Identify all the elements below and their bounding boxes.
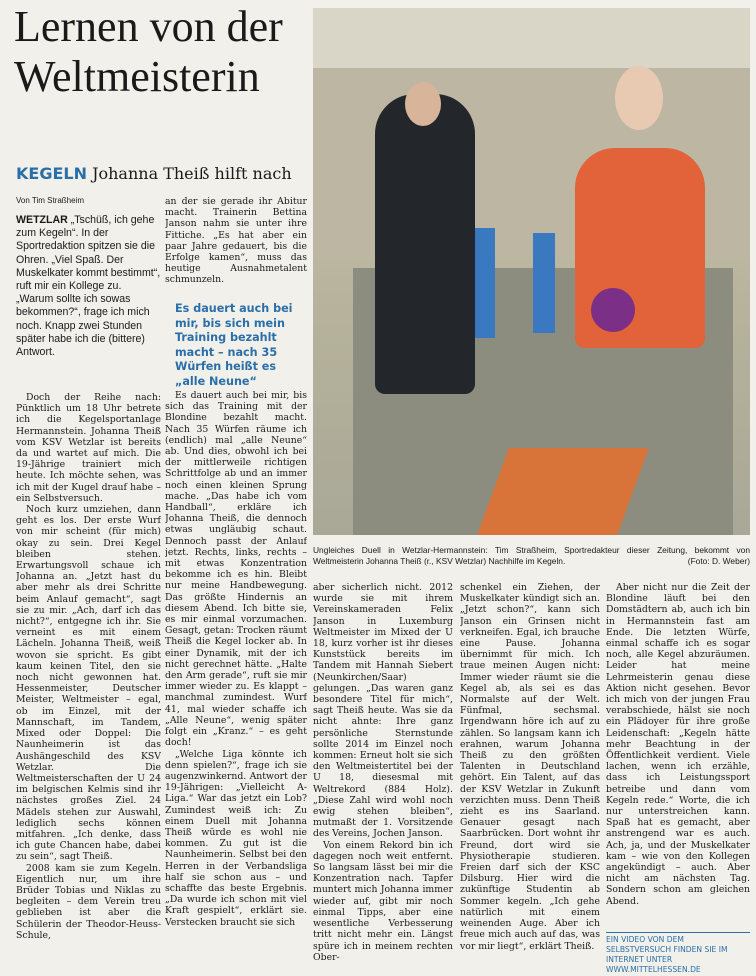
intro-text: „Tschüß, ich gehe zum Kegeln“. In der Sportredaktion spitzen sie die Ohren. „Viel Spaß. Der Muskelkater kommt bestimmt“, ruft mir ein Kollege zu. „Warum sollte ich sowas bekommen?“, frage ich mich noch. Knapp zwei Stunden später habe ich die (bittere) Antwort. xyxy=(16,214,161,359)
column-2 xyxy=(165,390,307,972)
column-4 xyxy=(460,582,600,972)
col2-paragraph: Es dauert auch bei mir, bis sich das Training mit der Blondine bezahlt macht. Nach 35 Würfen räume ich (endlich) mal „alle Neune“ ab. Und dies, obwohl ich bei der mittlerweile richtigen Schrittfolge ab und an immer noch einen kleinen Sprung mache. „Das habe ich vom Handball“, erkläre ich Johanna Theiß, die dennoch etwas ungläubig schaut. Dennoch passt der Anlauf jetzt. Rechts, links, rechts – mit etwas Konzentration bekomme ich es hin. Bleibt nur meine Handbewegung. Das größte Hindernis an diesem Abend. Ich bitte sie, es mir einmal vorzumachen. Gesagt, getan: Trocken räumt Theiß die Kegel locker ab. In einer Dynamik, mit der ich nicht gerechnet hätte. „Halte den Arm gerade“, ruft sie mir immer wieder zu. Es klappt – manchmal zumindest. Wurf 41, mal wieder schaffe ich „Alle Neune“, wenig später folgt ein „Kranz.“ – es geht doch! xyxy=(165,390,307,749)
photo-credit: (Foto: D. Weber) xyxy=(687,555,750,566)
kicker-topic: KEGELN xyxy=(16,164,87,183)
col1-paragraph: Doch der Reihe nach: Pünktlich um 18 Uhr betrete ich die Kegelsportanlage Hermannstein. Johanna Theiß vom KSV Wetzlar ist bereits da und wartet auf mich. Die 19-Jährige trainiert mich heute. Ich möchte sehen, was ich mit der Kugel drauf habe – ein Selbstversuch. xyxy=(16,392,161,504)
photo-ball-return-post xyxy=(473,228,495,338)
video-hint: EIN VIDEO VON DEM SELBSTVERSUCH FINDEN SIE IM INTERNET UNTER WWW.MITTELHESSEN.DE xyxy=(606,932,750,975)
col3-paragraph: aber sicherlich nicht. 2012 wurde sie mit ihrem Vereinskameraden Felix Janson in Luxemburg Weltmeister im Mixed der U 18, kurz vorher ist ihr dieses Kunststück bereits im Tandem mit Hannah Siebert (Neunkirchen/Saar) gelungen. „Das waren ganz besondere Titel für mich“, sagt Theiß heute. Was sie da nicht ahnte: Ihre ganz persönliche Sternstunde sollte 2014 im Einzel noch kommen: Erneut holt sie sich den Weltmeistertitel bei der U 18, diesesmal mit Weltrekord (884 Holz). „Diese Zahl wird wohl noch ewig stehen bleiben“, mutmaßt der 1. Vorsitzende des Vereins, Jochen Janson. xyxy=(313,582,453,840)
col1-paragraph: Noch kurz umziehen, dann geht es los. Der erste Wurf von mir scheint (für mich) okay zu sein. Drei Kegel bleiben stehen. Erwartungsvoll schaue ich Johanna an. „Jetzt hast du aber mehr als drei Schritte beim Anlauf gemacht“, sagt sie zu mir. „Ach, darf ich das nicht?“, entgegne ich ihr. Sie verneint es mit einem Lächeln. Johanna Theiß, weiß wovon sie spricht. Es gibt kaum keinen Titel, den sie noch nicht gewonnen hat. Hessenmeister, Deutscher Meister, Weltmeister – egal, ob im Einzel, mit der Mannschaft, im Tandem, Mixed oder Doppel: Die Naunheimerin ist das Aushängeschild des KSV Wetzlar. Die Weltmeisterschaften der U 24 im belgischen Kelmis sind ihr nächstes großes Ziel. 24 Mädels stehen zur Auswahl, lediglich sechs können mitfahren. „Ich denke, dass ich gute Chancen habe, dabei zu sein“, sagt Theiß. xyxy=(16,504,161,863)
kicker-subtitle: Johanna Theiß hilft nach xyxy=(92,164,292,183)
headline: Lernen von der Weltmeisterin xyxy=(14,2,283,101)
pull-quote: Es dauert auch bei mir, bis sich mein Training bezahlt macht – nach 35 Würfen heißt es „alle Neune“ xyxy=(175,302,293,388)
photo-bowling-ball xyxy=(591,288,635,332)
col2-top-paragraph: an der sie gerade ihr Abitur macht. Trainerin Bettina Janson nahm sie unter ihre Fittiche. „Es hat aber ein paar Jahre gedauert, bis die Erfolge kamen“, muss das heutige Ausnahmetalent schmunzeln. xyxy=(165,196,307,286)
column-3 xyxy=(313,582,453,972)
col5-paragraph: Aber nicht nur die Zeit der Blondine läuft bei den Domstädtern ab, auch ich bin in Hermannstein fast am Ende. Die letzten Würfe, einmal schaffe ich es sogar noch, alle Kegel abzuräumen. Leider hat meine Lehrmeisterin genau diese Aktion nicht gesehen. Bevor ich mich von der jungen Frau verabschiede, hälst sie noch ein Plädoyer für ihre große Leidenschaft: „Kegeln hätte mehr Beachtung in der Öffentlichkeit verdient. Viele lachen, wenn ich erzähle, dass ich Leistungssport betreibe und dann vom Kegeln rede.“ Worte, die ich nur unterstreichen kann. Spaß hat es gemacht, aber anstrengend war es auch. Ach, ja, und der Muskelkater kam – wie von den Kollegen angekündigt – auch. Aber nicht am nächsten Tag. Sondern schon am gleichen Abend. xyxy=(606,582,750,907)
photo-ceiling xyxy=(313,8,750,68)
column-2-top xyxy=(165,196,307,300)
photo-caption xyxy=(313,545,750,566)
intro-paragraph xyxy=(16,214,161,390)
byline: Von Tim Straßheim xyxy=(16,196,85,205)
photo-man-head xyxy=(405,82,441,126)
col3-paragraph: Von einem Rekord bin ich dagegen noch weit entfernt. So langsam lässt bei mir die Konzentration nach. Tapfer muntert mich Johanna immer wieder auf, gibt mir noch einmal Tipps, aber eine wesentliche Verbesserung tritt nicht mehr ein. Längst spüre ich in meinem rechten Ober- xyxy=(313,839,453,963)
photo-ball-return-post xyxy=(533,233,555,333)
col1-paragraph: 2008 kam sie zum Kegeln. Eigentlich nur, um ihre Brüder Tobias und Niklas zu begleiten – dem Verein treu geblieben ist aber die Schülerin der Theodor-Heuss-Schule, xyxy=(16,862,161,941)
caption-text: Ungleiches Duell in Wetzlar-Hermannstein: Tim Straßheim, Sportredakteur dieser Zeitung, bekommt von Weltmeisterin Johanna Theiß (r., KSV Wetzlar) Nachhilfe im Kegeln. xyxy=(313,545,750,566)
col2-paragraph: „Welche Liga könnte ich denn spielen?“, frage ich sie augenzwinkernd. Antwort der 19-Jährigen: „Vielleicht A-Liga.“ War das jetzt ein Lob? Zumindest weiß ich: Zu einem Duell mit Johanna Theiß würde es wohl nie kommen. Zu gut ist die Naunheimerin. Selbst bei den Herren in der Verbandsliga half sie schon aus – und schaffte das beste Ergebnis. „Da wurde ich schon mit viel Kraft gespielt“, erklärt sie. Verstecken braucht sie sich xyxy=(165,748,307,928)
dateline-city: WETZLAR xyxy=(16,214,68,226)
column-1 xyxy=(16,392,161,972)
kicker xyxy=(16,164,316,184)
column-5 xyxy=(606,582,750,928)
article-photo xyxy=(313,8,750,535)
photo-man-figure xyxy=(375,94,475,394)
photo-woman-head xyxy=(615,66,663,130)
col4-paragraph: schenkel ein Ziehen, der Muskelkater kündigt sich an. „Jetzt schon?“, kann sich Janson ein Grinsen nicht verkneifen. Egal, ich brauche eine Pause. Johanna übernimmt für mich. Ich traue meinen Augen nicht: Immer wieder räumt sie die Kegel ab, als sei es das Normalste auf der Welt. Fünfmal, sechsmal. Irgendwann höre ich auf zu zählen. So langsam kann ich erahnen, warum Johanna Theiß zu den größten Talenten in Deutschland gehört. Ein Talent, auf das der KSV Wetzlar in Zukunft verzichten muss. Denn Theiß zieht es ins Saarland. Genauer gesagt nach Saarbrücken. Dort wohnt ihr Freund, dort wird sie Physiotherapie studieren. Freien darf sich der KSC Dilsburg. Hier wird die zukünftige Studentin ab Sommer kegeln. „Ich gehe natürlich mit einem weinenden Auge. Aber ich freue mich auch auf das, was vor mir liegt“, erklärt Theiß. xyxy=(460,582,600,952)
